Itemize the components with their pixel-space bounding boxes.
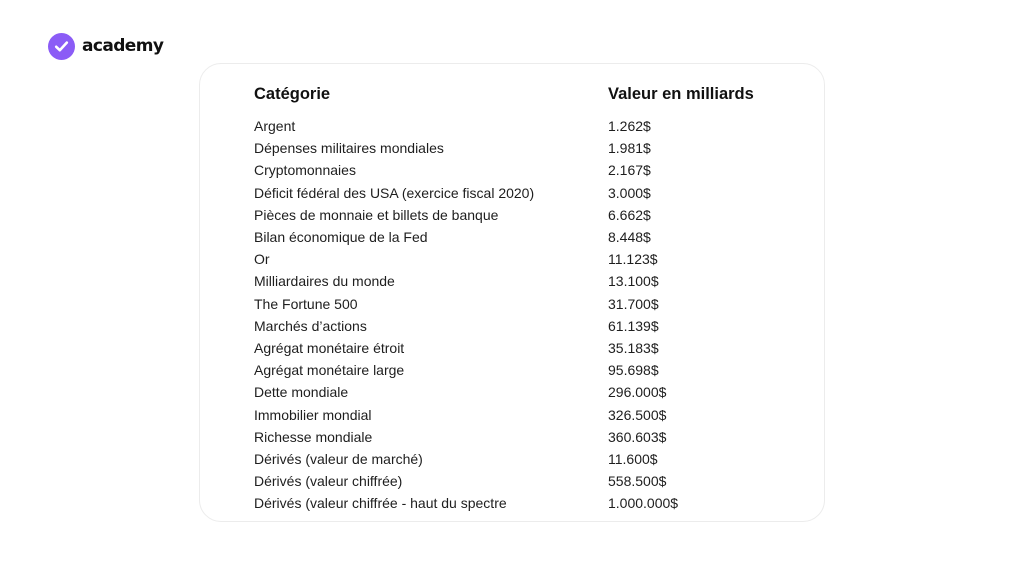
cell-category: Immobilier mondial (254, 406, 372, 423)
cell-category: Dette mondiale (254, 384, 349, 401)
column-header-value: Valeur en milliards (608, 84, 754, 103)
cell-category: Milliardaires du monde (254, 273, 395, 290)
brand[interactable] (48, 33, 163, 60)
cell-value: 95.698$ (608, 362, 659, 379)
cell-value: 6.662$ (608, 206, 651, 223)
table-header (254, 83, 794, 105)
cell-value: 35.183$ (608, 339, 659, 356)
cell-value: 326.500$ (608, 406, 667, 423)
table-row (254, 270, 794, 292)
cell-value: 1.262$ (608, 118, 651, 135)
brand-name: academy (82, 36, 164, 56)
table-row (254, 426, 794, 448)
table-row (254, 226, 794, 248)
cell-value: 1.981$ (608, 140, 651, 157)
cell-value: 1.000.000$ (608, 495, 679, 512)
table-row (254, 337, 794, 359)
table-row (254, 182, 794, 204)
table-body (254, 115, 794, 514)
cell-category: The Fortune 500 (254, 295, 358, 312)
cell-category: Dépenses militaires mondiales (254, 140, 444, 157)
cell-category: Cryptomonnaies (254, 162, 356, 179)
cell-value: 558.500$ (608, 473, 667, 490)
cell-category: Dérivés (valeur chiffrée) (254, 473, 403, 490)
cell-value: 360.603$ (608, 428, 667, 445)
table-row (254, 448, 794, 470)
table-row (254, 248, 794, 270)
column-header-category: Catégorie (254, 84, 331, 103)
table-row (254, 204, 794, 226)
table-row (254, 470, 794, 492)
cell-value: 11.600$ (608, 450, 658, 467)
cell-category: Richesse mondiale (254, 428, 373, 445)
table-row (254, 137, 794, 159)
cell-category: Marchés d’actions (254, 317, 367, 334)
cell-value: 11.123$ (608, 251, 658, 268)
cell-category: Dérivés (valeur chiffrée - haut du spectre (254, 495, 507, 512)
data-table-card (199, 63, 825, 522)
cell-value: 31.700$ (608, 295, 659, 312)
cell-category: Pièces de monnaie et billets de banque (254, 206, 499, 223)
table-row (254, 381, 794, 403)
cell-value: 61.139$ (608, 317, 659, 334)
data-table (254, 83, 794, 514)
table-row (254, 315, 794, 337)
cell-category: Agrégat monétaire étroit (254, 339, 405, 356)
table-row (254, 359, 794, 381)
table-row (254, 403, 794, 425)
table-row (254, 115, 794, 137)
cell-value: 296.000$ (608, 384, 667, 401)
cell-category: Agrégat monétaire large (254, 362, 405, 379)
cell-value: 13.100$ (608, 273, 659, 290)
cell-category: Argent (254, 118, 296, 135)
cell-value: 8.448$ (608, 229, 651, 246)
cell-category: Déficit fédéral des USA (exercice fiscal 2020) (254, 184, 535, 201)
table-row (254, 293, 794, 315)
checkmark-badge-icon (48, 33, 75, 60)
table-row (254, 492, 794, 514)
cell-value: 2.167$ (608, 162, 651, 179)
cell-category: Dérivés (valeur de marché) (254, 450, 423, 467)
table-row (254, 159, 794, 181)
cell-category: Bilan économique de la Fed (254, 229, 428, 246)
cell-value: 3.000$ (608, 184, 651, 201)
cell-category: Or (254, 251, 270, 268)
